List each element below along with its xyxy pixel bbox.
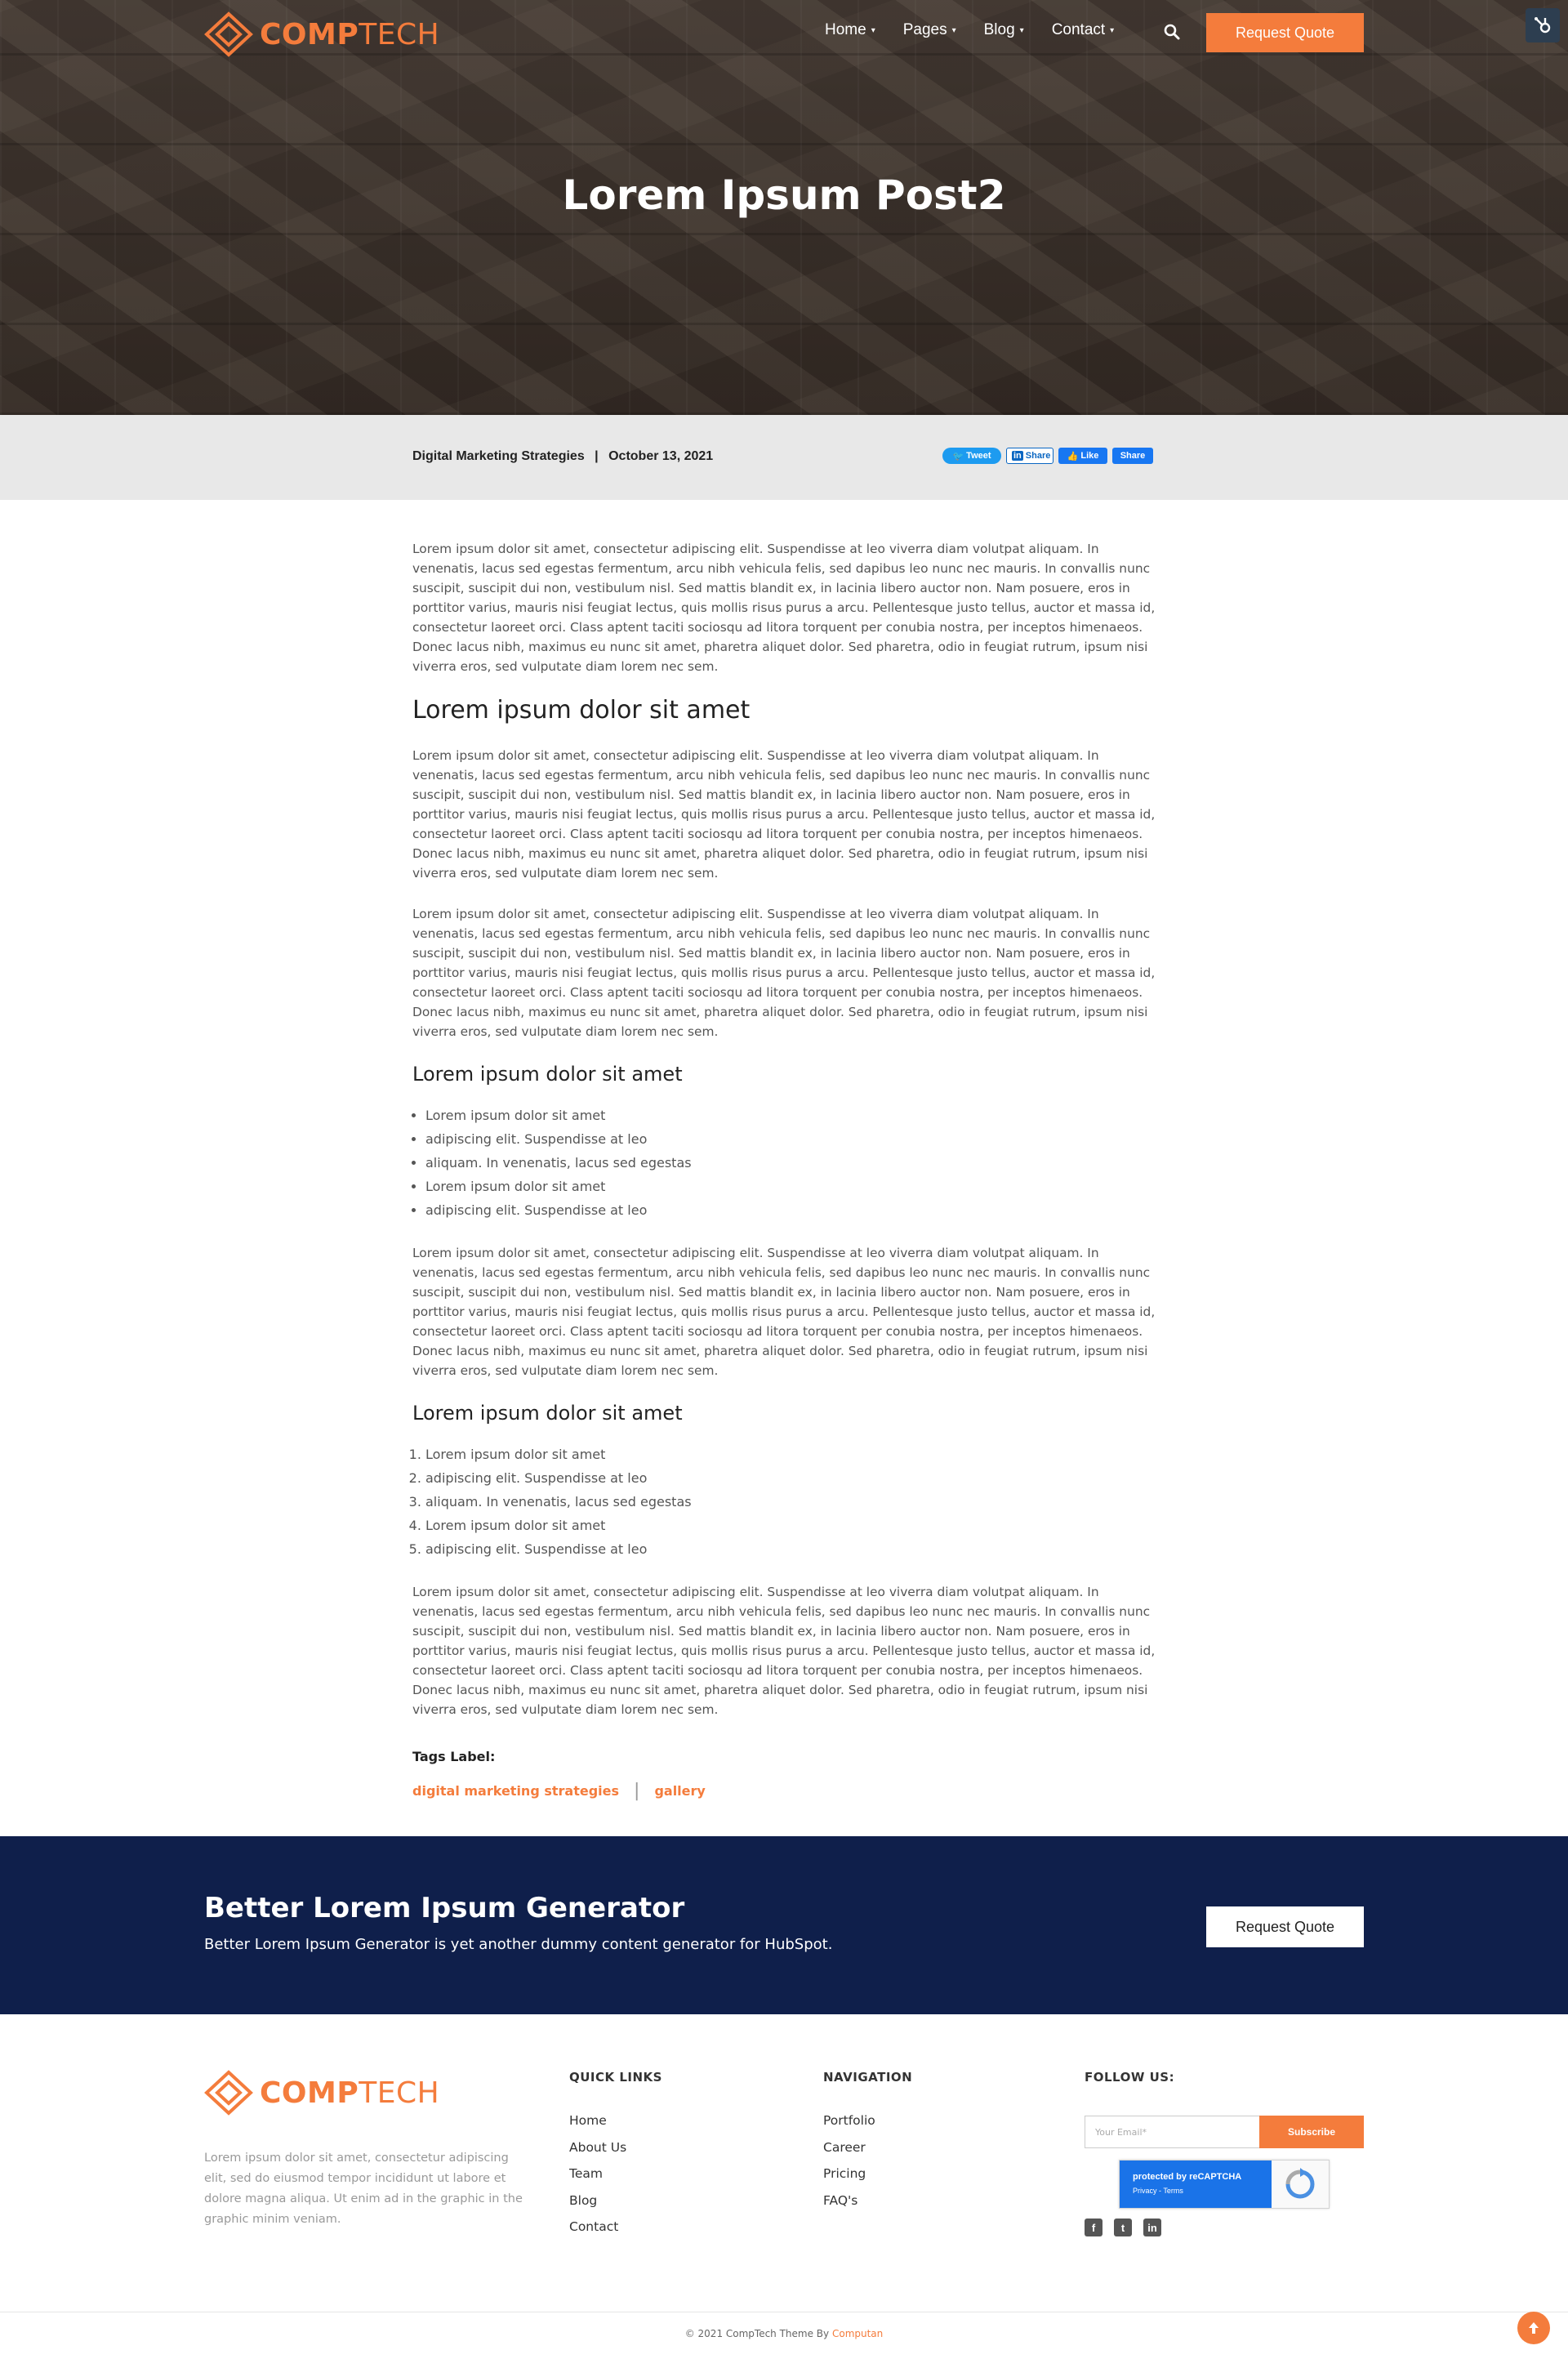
request-quote-button[interactable]: Request Quote [1206,13,1364,52]
paragraph: Lorem ipsum dolor sit amet, consectetur adipiscing elit. Suspendisse at leo viverra diam volutpat aliquam. In venenatis, lacus sed egestas fermentum, arcu nibh vehicula felis, sed dapibus leo nunc nec mauris. In convallis nunc suscipit, suscipit dui non, vestibulum nisl. Sed mattis blandit ex, in lacinia libero auctor non. Nam posuere, eros in porttitor varius, mauris nisi feugiat lectus, quis mollis risus purus a arcu. Pellentesque justo tellus, auctor et massa id, consectetur laoreet orci. Class aptent taciti sociosqu ad litora torquent per conubia nostra, per inceptos himenaeos. Donec lacus nibh, maximus eu nunc sit amet, pharetra aliquet dolor. Sed pharetra, odio in feugiat rutrum, ipsum nisi viverra eros, sed vulputate diam lorem nec sem. [412,542,1156,674]
arrow-up-icon [1526,2321,1541,2335]
facebook-share-button[interactable]: Share [1112,448,1153,464]
tweet-button[interactable]: 🐦 Tweet [942,448,1001,464]
nav-item-home[interactable]: Home ▾ [825,21,875,38]
post-body [412,539,1156,1801]
tag-separator: | [634,1781,640,1801]
post-meta [412,449,713,464]
newsletter-form [1085,2116,1364,2148]
cta-request-quote-button[interactable]: Request Quote [1206,1906,1364,1947]
paragraph: Lorem ipsum dolor sit amet, consectetur adipiscing elit. Suspendisse at leo viverra diam volutpat aliquam. In venenatis, lacus sed egestas fermentum, arcu nibh vehicula felis, sed dapibus leo nunc nec mauris. In convallis nunc suscipit, suscipit dui non, vestibulum nisl. Sed mattis blandit ex, in lacinia libero auctor non. Nam posuere, eros in porttitor varius, mauris nisi feugiat lectus, quis mollis risus purus a arcu. Pellentesque justo tellus, auctor et massa id, consectetur laoreet orci. Class aptent taciti sociosqu ad litora torquent per conubia nostra, per inceptos himenaeos. Donec lacus nibh, maximus eu nunc sit amet, pharetra aliquet dolor. Sed pharetra, odio in feugiat rutrum, ipsum nisi viverra eros, sed vulputate diam lorem nec sem. [412,1246,1156,1378]
search-icon[interactable] [1163,23,1181,41]
scroll-to-top-button[interactable] [1517,2312,1550,2344]
numbered-list [425,1443,1156,1561]
copyright: © 2021 CompTech Theme By Computan [684,2328,884,2339]
subscribe-button[interactable]: Subscribe [1259,2116,1364,2148]
post-category-link[interactable]: Digital Marketing Strategies [412,449,585,463]
logo-mark-icon [204,2070,253,2116]
page-title: Lorem Ipsum Post2 [562,172,1006,219]
list-item: 2. adipiscing elit. Suspendisse at leo [425,1466,1156,1490]
footer-navigation [823,2070,912,2214]
footer-logo[interactable] [204,2070,439,2116]
footer-link-portfolio[interactable]: Portfolio [823,2113,875,2128]
chevron-down-icon: ▾ [951,25,956,35]
computan-link[interactable]: Computan [831,2328,884,2339]
meta-separator: | [595,449,599,463]
list-item: 5. adipiscing elit. Suspendisse at leo [425,1537,1156,1561]
nav-item-blog[interactable]: Blog ▾ [983,21,1024,38]
footer-link-blog[interactable]: Blog [569,2192,598,2208]
logo-text: COMPTECH [260,2076,440,2110]
logo-mark-icon [204,11,253,57]
chevron-down-icon: ▾ [871,25,875,35]
footer-link-faqs[interactable]: FAQ's [823,2192,858,2208]
cta-band [0,1836,1568,2014]
list-item: • adipiscing elit. Suspendisse at leo [425,1127,1156,1151]
tag-link[interactable]: digital marketing strategies [412,1783,620,1799]
nav-item-pages[interactable]: Pages ▾ [902,21,956,38]
chevron-down-icon: ▾ [1110,25,1115,35]
twitter-icon: 🐦 [952,451,964,462]
cta-title: Better Lorem Ipsum Generator [204,1892,685,1924]
twitter-icon[interactable]: t [1114,2219,1132,2236]
recaptcha-title: protected by reCAPTCHA [1133,2172,1242,2182]
cta-subtitle: Better Lorem Ipsum Generator is yet another dummy content generator for HubSpot. [204,1936,833,1953]
hero-banner [0,0,1568,415]
facebook-icon[interactable]: f [1085,2219,1102,2236]
recaptcha-badge[interactable] [1119,2160,1330,2209]
footer-follow [1085,2070,1174,2107]
share-buttons [942,448,1153,464]
list-item: 4. Lorem ipsum dolor sit amet [425,1514,1156,1537]
recaptcha-terms: Privacy - Terms [1133,2187,1183,2195]
logo-text: COMPTECH [260,17,440,51]
list-item: • aliquam. In venenatis, lacus sed egestas [425,1151,1156,1175]
list-item: 3. aliquam. In venenatis, lacus sed egestas [425,1490,1156,1514]
bullet-list [425,1104,1156,1222]
footer-quick-links [569,2070,662,2241]
nav-item-contact[interactable]: Contact ▾ [1051,21,1115,38]
footer-heading: FOLLOW US: [1085,2070,1175,2085]
paragraph: Lorem ipsum dolor sit amet, consectetur adipiscing elit. Suspendisse at leo viverra diam volutpat aliquam. In venenatis, lacus sed egestas fermentum, arcu nibh vehicula felis, sed dapibus leo nunc nec mauris. In convallis nunc suscipit, suscipit dui non, vestibulum nisl. Sed mattis blandit ex, in lacinia libero auctor non. Nam posuere, eros in porttitor varius, mauris nisi feugiat lectus, quis mollis risus purus a arcu. Pellentesque justo tellus, auctor et massa id, consectetur laoreet orci. Class aptent taciti sociosqu ad litora torquent per conubia nostra, per inceptos himenaeos. Donec lacus nibh, maximus eu nunc sit amet, pharetra aliquet dolor. Sed pharetra, odio in feugiat rutrum, ipsum nisi viverra eros, sed vulputate diam lorem nec sem. [412,907,1156,1039]
paragraph: Lorem ipsum dolor sit amet, consectetur adipiscing elit. Suspendisse at leo viverra diam volutpat aliquam. In venenatis, lacus sed egestas fermentum, arcu nibh vehicula felis, sed dapibus leo nunc nec mauris. In convallis nunc suscipit, suscipit dui non, vestibulum nisl. Sed mattis blandit ex, in lacinia libero auctor non. Nam posuere, eros in porttitor varius, mauris nisi feugiat lectus, quis mollis risus purus a arcu. Pellentesque justo tellus, auctor et massa id, consectetur laoreet orci. Class aptent taciti sociosqu ad litora torquent per conubia nostra, per inceptos himenaeos. Donec lacus nibh, maximus eu nunc sit amet, pharetra aliquet dolor. Sed pharetra, odio in feugiat rutrum, ipsum nisi viverra eros, sed vulputate diam lorem nec sem. [412,748,1156,881]
tag-list [412,1781,1156,1801]
tag-link[interactable]: gallery [654,1783,706,1799]
sprocket-icon [1532,15,1553,36]
social-links [1085,2219,1161,2236]
post-date: October 13, 2021 [608,449,714,463]
footer-link-home[interactable]: Home [569,2113,607,2128]
hubspot-sprocket-icon[interactable] [1526,8,1560,42]
paragraph: Lorem ipsum dolor sit amet, consectetur adipiscing elit. Suspendisse at leo viverra diam volutpat aliquam. In venenatis, lacus sed egestas fermentum, arcu nibh vehicula felis, sed dapibus leo nunc nec mauris. In convallis nunc suscipit, suscipit dui non, vestibulum nisl. Sed mattis blandit ex, in lacinia libero auctor non. Nam posuere, eros in porttitor varius, mauris nisi feugiat lectus, quis mollis risus purus a arcu. Pellentesque justo tellus, auctor et massa id, consectetur laoreet orci. Class aptent taciti sociosqu ad litora torquent per conubia nostra, per inceptos himenaeos. Donec lacus nibh, maximus eu nunc sit amet, pharetra aliquet dolor. Sed pharetra, odio in feugiat rutrum, ipsum nisi viverra eros, sed vulputate diam lorem nec sem. [412,1585,1156,1717]
footer-link-contact[interactable]: Contact [569,2219,619,2234]
footer-link-about[interactable]: About Us [569,2139,627,2155]
section-heading: Lorem ipsum dolor sit amet [412,1063,683,1086]
linkedin-share-button[interactable]: in Share [1006,448,1054,464]
thumbs-up-icon: 👍 [1067,451,1079,462]
section-heading: Lorem ipsum dolor sit amet [412,1402,683,1425]
footer-heading: QUICK LINKS [569,2070,662,2085]
facebook-like-button[interactable]: 👍 Like [1058,448,1107,464]
list-item: • Lorem ipsum dolor sit amet [425,1104,1156,1127]
recaptcha-text [1120,2161,1272,2208]
list-item: • adipiscing elit. Suspendisse at leo [425,1198,1156,1222]
recaptcha-icon [1272,2161,1329,2208]
footer-link-career[interactable]: Career [823,2139,866,2155]
email-field[interactable]: Your Email* [1085,2116,1259,2148]
list-item: • Lorem ipsum dolor sit amet [425,1175,1156,1198]
section-heading: Lorem ipsum dolor sit amet [412,696,751,725]
chevron-down-icon: ▾ [1019,25,1024,35]
footer-heading: NAVIGATION [823,2070,913,2085]
footer-description: Lorem ipsum dolor sit amet, consectetur adipiscing elit, sed do eiusmod tempor incididunt ut labore et dolore magna aliqua. Ut enim ad in the graphic in the graphic minim veniam. [204,2152,523,2226]
linkedin-icon: in [1013,451,1022,461]
footer-link-pricing[interactable]: Pricing [823,2166,866,2181]
post-meta-bar [0,415,1568,500]
site-logo[interactable] [204,11,439,57]
tags-label: Tags Label: [412,1749,496,1764]
list-item: 1. Lorem ipsum dolor sit amet [425,1443,1156,1466]
linkedin-icon[interactable]: in [1143,2219,1161,2236]
main-nav [825,21,1142,39]
footer-link-team[interactable]: Team [569,2166,603,2181]
